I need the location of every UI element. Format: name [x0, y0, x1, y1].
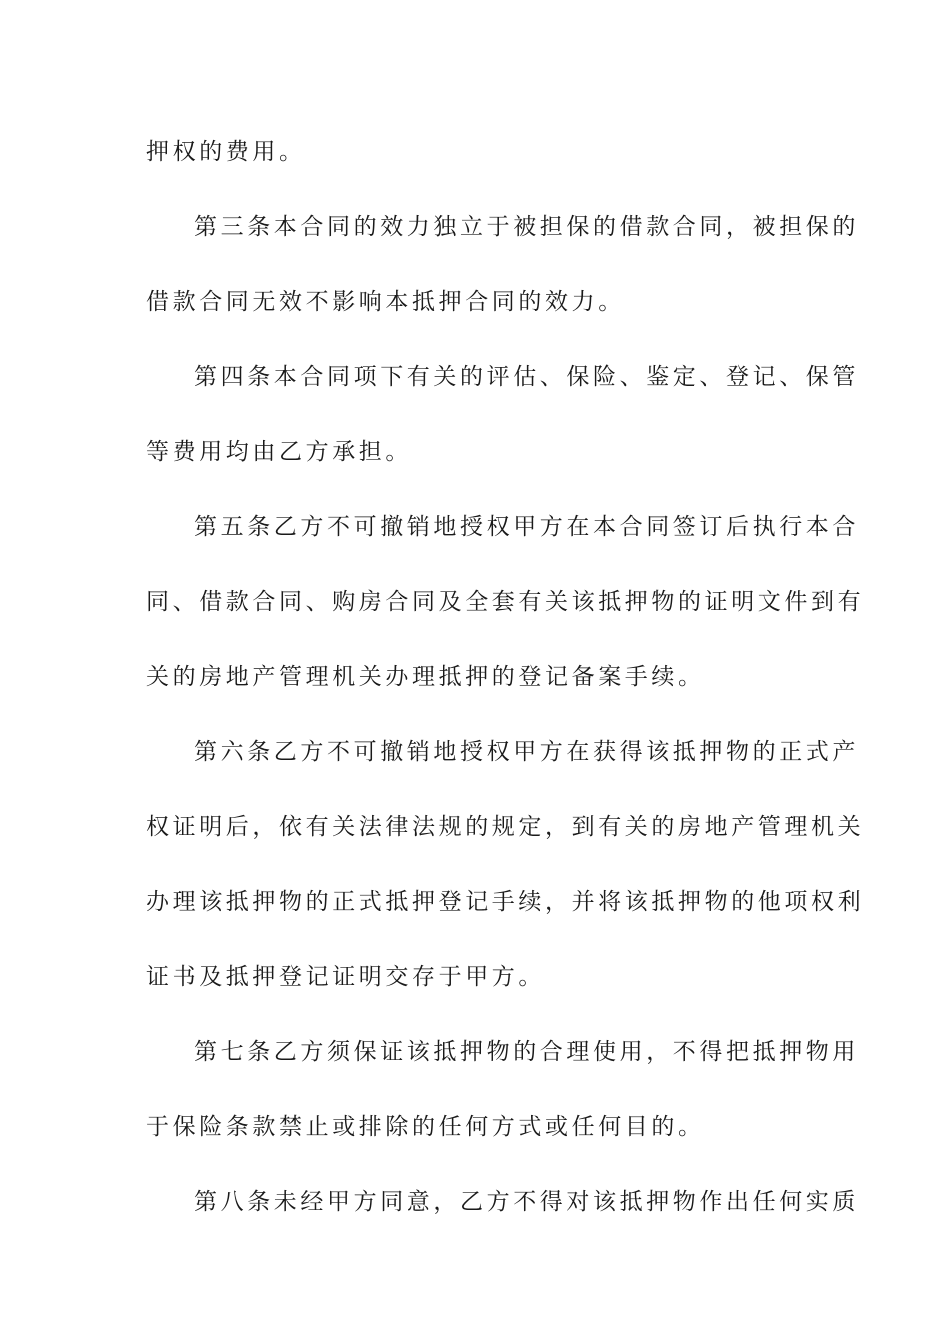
text-line: 借款合同无效不影响本抵押合同的效力。 — [146, 289, 625, 315]
text-line: 办理该抵押物的正式抵押登记手续，并将该抵押物的他项权利 — [146, 889, 865, 915]
text-line: 第六条乙方不可撤销地授权甲方在获得该抵押物的正式产 — [194, 739, 859, 765]
text-line: 等费用均由乙方承担。 — [146, 439, 412, 465]
text-line: 第五条乙方不可撤销地授权甲方在本合同签订后执行本合 — [194, 514, 859, 540]
text-line: 于保险条款禁止或排除的任何方式或任何目的。 — [146, 1114, 705, 1140]
text-line: 证书及抵押登记证明交存于甲方。 — [146, 964, 545, 990]
text-line: 第七条乙方须保证该抵押物的合理使用，不得把抵押物用 — [194, 1039, 859, 1065]
text-line: 第八条未经甲方同意，乙方不得对该抵押物作出任何实质 — [194, 1189, 859, 1215]
text-line: 权证明后，依有关法律法规的规定，到有关的房地产管理机关 — [146, 814, 865, 840]
text-line: 第四条本合同项下有关的评估、保险、鉴定、登记、保管 — [194, 364, 859, 390]
text-line: 押权的费用。 — [146, 139, 306, 165]
text-line: 第三条本合同的效力独立于被担保的借款合同，被担保的 — [194, 214, 859, 240]
text-line: 同、借款合同、购房合同及全套有关该抵押物的证明文件到有 — [146, 589, 865, 615]
text-line: 关的房地产管理机关办理抵押的登记备案手续。 — [146, 664, 705, 690]
